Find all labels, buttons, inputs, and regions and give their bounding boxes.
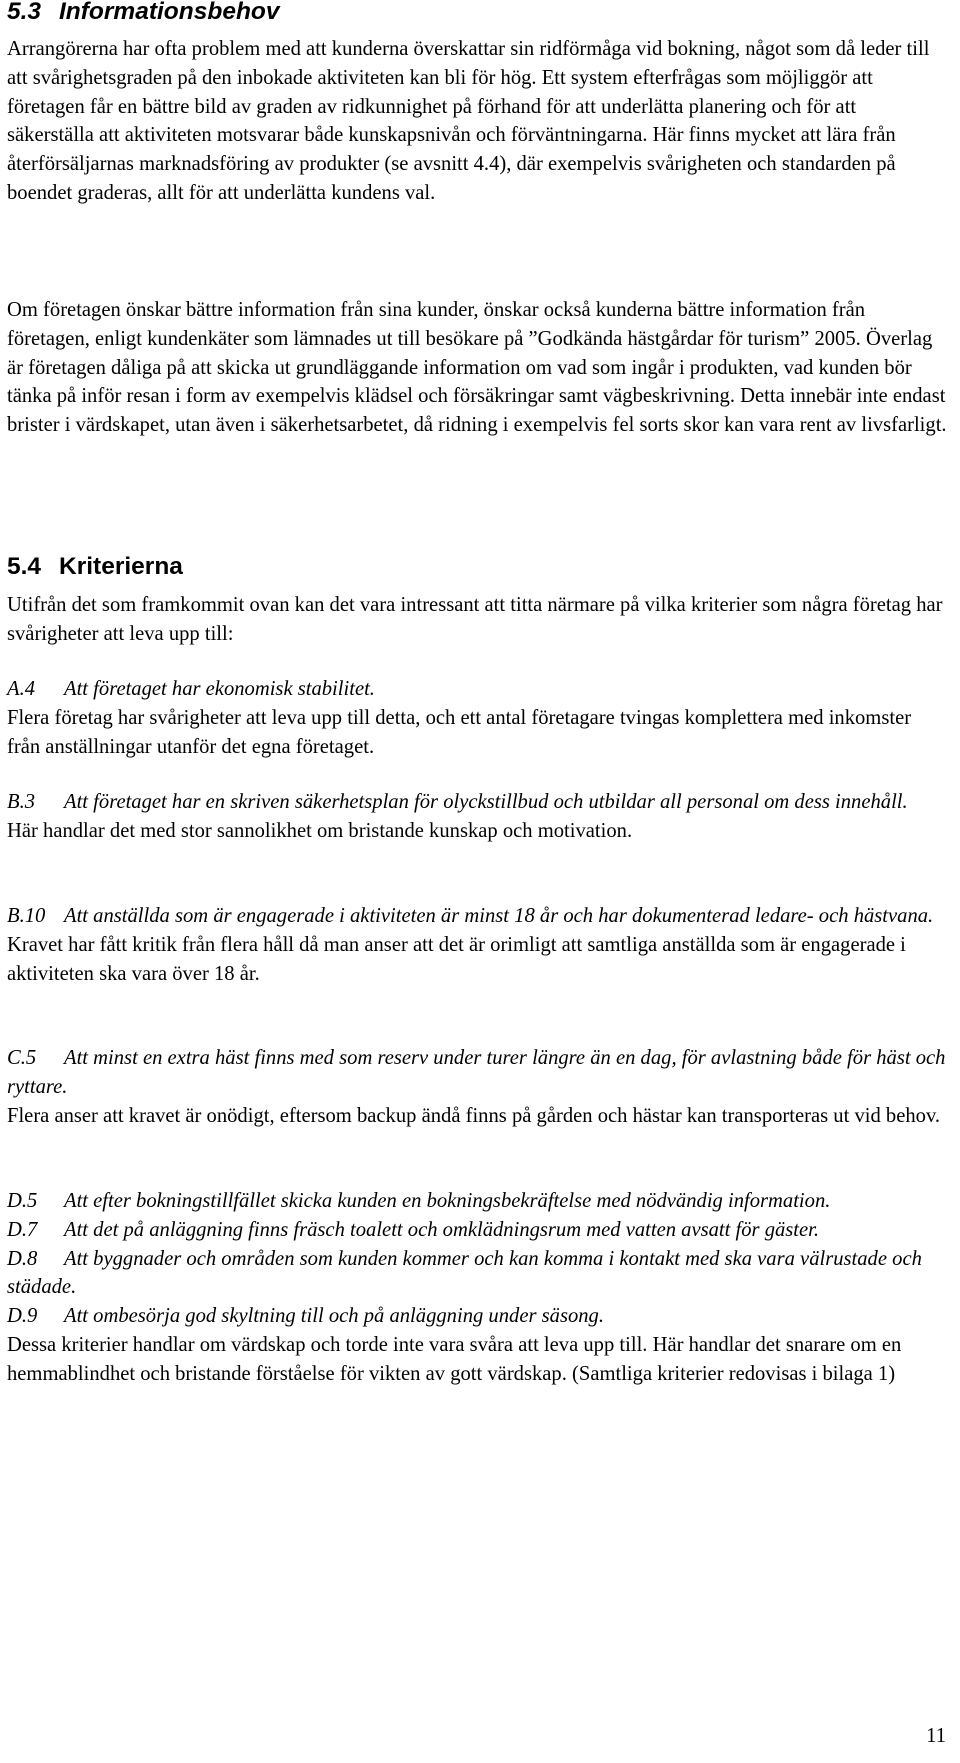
criterion-title	[7, 788, 947, 817]
criterion-title	[7, 1187, 947, 1216]
criterion-title	[7, 1245, 947, 1303]
criterion	[7, 788, 947, 846]
section-heading	[7, 553, 183, 581]
criterion-code: A.4	[7, 678, 36, 700]
criterion-code: D.7	[7, 1218, 38, 1241]
section-number: 5.4	[7, 553, 42, 580]
section-title: Kriterierna	[59, 553, 183, 580]
criterion-text: Att företaget har en skriven säkerhetsplan för olyckstillbud och utbildar all personal om dess innehåll.	[64, 791, 908, 813]
body-paragraph: Utifrån det som framkommit ovan kan det vara intressant att titta närmare på vilka kriterier som några företag har svårigheter att leva upp till:	[7, 594, 943, 645]
criterion-code: C.5	[7, 1047, 37, 1069]
criterion-title	[7, 1302, 947, 1331]
criterion-text: Att anställda som är engagerade i aktiviteten är minst 18 år och har dokumenterad ledare- och hästvana.	[64, 905, 934, 927]
criterion-comment: Här handlar det med stor sannolikhet om bristande kunskap och motivation.	[7, 819, 633, 842]
criterion-title	[7, 675, 947, 704]
criteria-list-d	[7, 1187, 947, 1389]
criterion-title	[7, 1044, 947, 1102]
criterion-code: D.9	[7, 1305, 38, 1328]
criterion	[7, 902, 947, 988]
criterion-text: Att efter bokningstillfället skicka kunden en bokningsbekräftelse med nödvändig information.	[64, 1190, 831, 1212]
criterion-text: Att det på anläggning finns fräsch toalett och omklädningsrum med vatten avsatt för gäster.	[64, 1218, 820, 1241]
criterion-comment: Flera företag har svårigheter att leva upp till detta, och ett antal företagare tvingas komplettera med inkomster från anställningar utanför det egna företaget.	[7, 706, 912, 758]
criterion-text: Att ombesörja god skyltning till och på anläggning under säsong.	[64, 1305, 604, 1328]
criterion-title	[7, 902, 947, 931]
criterion-text: Att byggnader och områden som kunden kommer och kan komma i kontakt med ska vara välrustade och städade.	[7, 1247, 922, 1299]
body-paragraph: Arrangörerna har ofta problem med att kunderna överskattar sin ridförmåga vid bokning, något som då leder till att svårighetsgraden på den inbokade aktiviteten kan bli för hög. Ett system efterfrågas som möjliggör att företagen får en bättre bild av graden av ridkunnighet på förhand för att underlätta planering och för att säkerställa att aktiviteten motsvarar både kunskapsnivån och förväntningarna. Här finns mycket att lära från återförsäljarnas marknadsföring av produkter (se avsnitt 4.4), där exempelvis svårigheten och standarden på boendet graderas, allt för att underlätta kundens val.	[7, 38, 930, 204]
criterion-code: D.8	[7, 1247, 38, 1270]
section-number: 5.3	[7, 0, 42, 25]
criterion-code: D.5	[7, 1190, 38, 1212]
section-body	[7, 35, 947, 208]
criterion	[7, 1044, 947, 1130]
criterion-comment: Flera anser att kravet är onödigt, eftersom backup ändå finns på gården och hästar kan transporteras ut vid behov.	[7, 1104, 941, 1127]
closing-paragraph: Dessa kriterier handlar om värdskap och torde inte vara svåra att leva upp till. Här handlar det snarare om en hemmablindhet och bristande förståelse för vikten av gott värdskap. (Samtliga kriterier redovisas i bilaga 1)	[7, 1333, 902, 1385]
criterion-code: B.3	[7, 791, 36, 813]
section-heading	[7, 0, 280, 26]
criterion-text: Att företaget har ekonomisk stabilitet.	[64, 678, 375, 700]
page-number: 11	[926, 1725, 946, 1747]
criterion-code: B.10	[7, 905, 46, 927]
criterion-comment: Kravet har fått kritik från flera håll då man anser att det är orimligt att samtliga anställda som är engagerade i aktiviteten ska vara över 18 år.	[7, 933, 906, 985]
body-paragraph: Om företagen önskar bättre information från sina kunder, önskar också kunderna bättre information från företagen, enligt kundenkäter som lämnades ut till besökare på ”Godkända hästgårdar för turism” 2005. Överlag är företagen dåliga på att skicka ut grundläggande information om vad som ingår i produkten, vad kunden bör tänka på inför resan i form av exempelvis klädsel och försäkringar samt vägbeskrivning. Detta innebär inte endast brister i värdskapet, utan även i säkerhetsarbetet, då ridning i exempelvis fel sorts skor kan vara rent av livsfarligt.	[7, 299, 947, 437]
section-body	[7, 296, 947, 440]
criterion-title	[7, 1216, 947, 1245]
criterion	[7, 675, 947, 761]
criterion-text: Att minst en extra häst finns med som reserv under turer längre än en dag, för avlastning både för häst och ryttare.	[7, 1047, 946, 1098]
section-title: Informationsbehov	[59, 0, 280, 25]
section-intro	[7, 591, 947, 649]
